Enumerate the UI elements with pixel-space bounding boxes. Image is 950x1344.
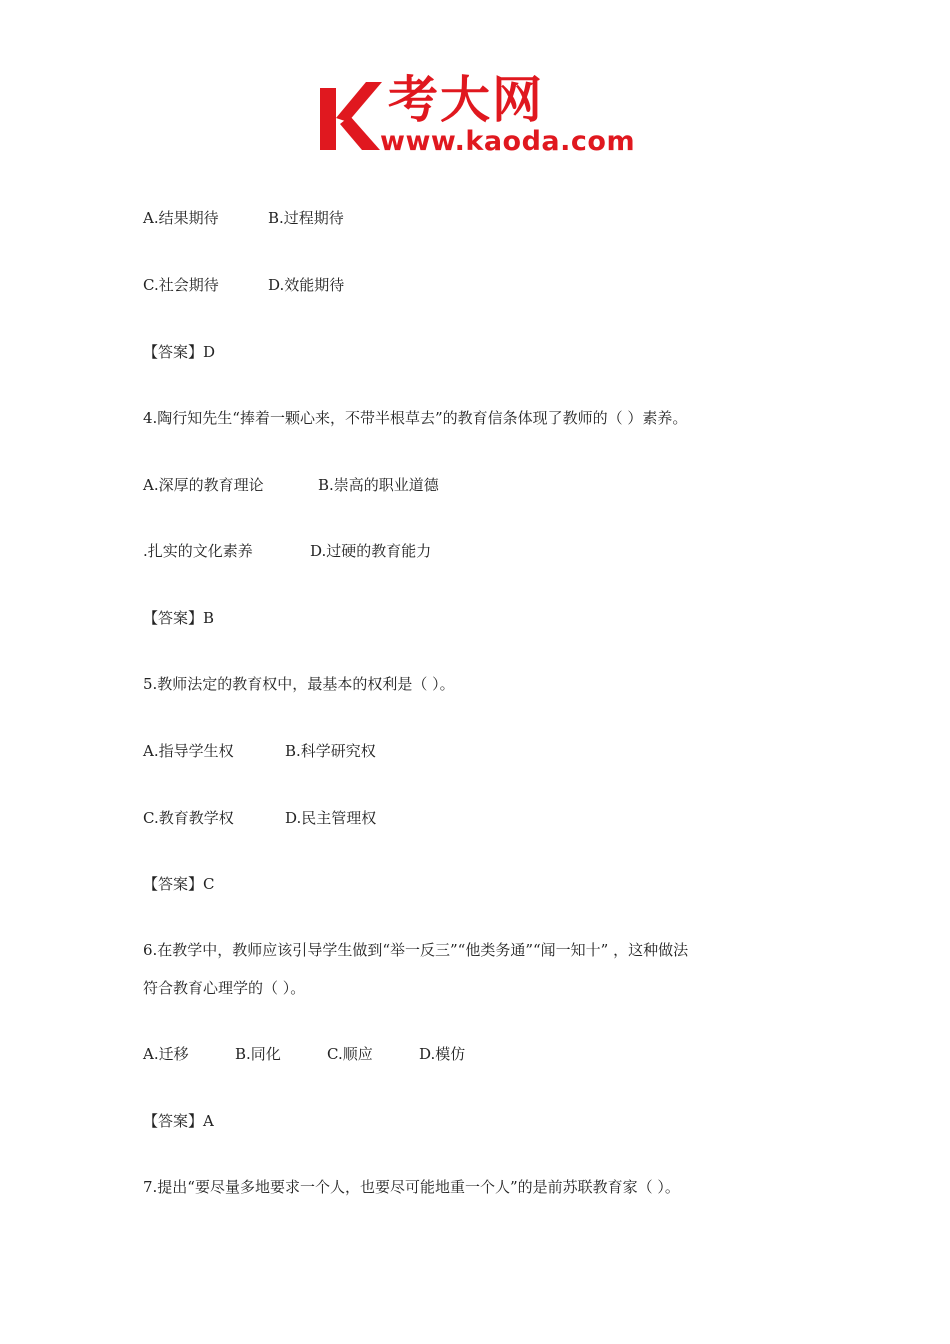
q4-option-d: D.过硬的教育能力	[310, 542, 432, 560]
q6-question-line-1: 6.在教学中，教师应该引导学生做到“举一反三”“他类务通”“闻一知十” ，这种做法	[143, 941, 689, 959]
k-logo-icon	[318, 80, 384, 152]
q4-options-row-2	[143, 541, 431, 561]
q6-question-line-2: 符合教育心理学的（ ）。	[143, 979, 306, 997]
q6-options-row	[143, 1044, 465, 1064]
q4-answer: 【答案】B	[143, 609, 215, 627]
q5-option-a: A.指导学生权	[143, 742, 234, 760]
q6-option-b: B.同化	[235, 1045, 281, 1063]
q3-options-row-2	[143, 275, 344, 295]
q4-question: 4.陶行知先生“捧着一颗心来，不带半根草去”的教育信条体现了教师的（ ）素养。	[143, 409, 688, 427]
q5-option-b: B.科学研究权	[285, 742, 376, 760]
q6-option-c: C.顺应	[327, 1045, 373, 1063]
q4-option-b: B.崇高的职业道德	[318, 476, 439, 494]
q5-options-row-2	[143, 808, 376, 828]
kaoda-logo	[318, 71, 638, 160]
q6-option-a: A.迁移	[143, 1045, 189, 1063]
logo-url-text: www.kaoda.com	[380, 126, 636, 157]
q3-option-b: B.过程期待	[268, 209, 344, 227]
q3-answer: 【答案】D	[143, 343, 216, 361]
q7-question: 7.提出“要尽量多地要求一个人，也要尽可能地重一个人”的是前苏联教育家（ ）。	[143, 1178, 680, 1196]
q3-option-d: D.效能期待	[268, 276, 345, 294]
q4-option-c: .扎实的文化素养	[143, 542, 253, 560]
q4-options-row-1	[143, 475, 439, 495]
q5-answer: 【答案】C	[143, 875, 215, 893]
q5-options-row-1	[143, 741, 376, 761]
q5-question: 5.教师法定的教育权中，最基本的权利是（ ）。	[143, 675, 455, 693]
q3-option-a: A.结果期待	[143, 209, 219, 227]
q4-option-a: A.深厚的教育理论	[143, 476, 264, 494]
q3-options-row-1	[143, 208, 344, 228]
q6-answer: 【答案】A	[143, 1112, 214, 1130]
q3-option-c: C.社会期待	[143, 276, 219, 294]
q6-option-d: D.模仿	[419, 1045, 466, 1063]
q5-option-c: C.教育教学权	[143, 809, 234, 827]
logo-brand-text: 考大网	[388, 71, 544, 129]
q5-option-d: D.民主管理权	[285, 809, 377, 827]
